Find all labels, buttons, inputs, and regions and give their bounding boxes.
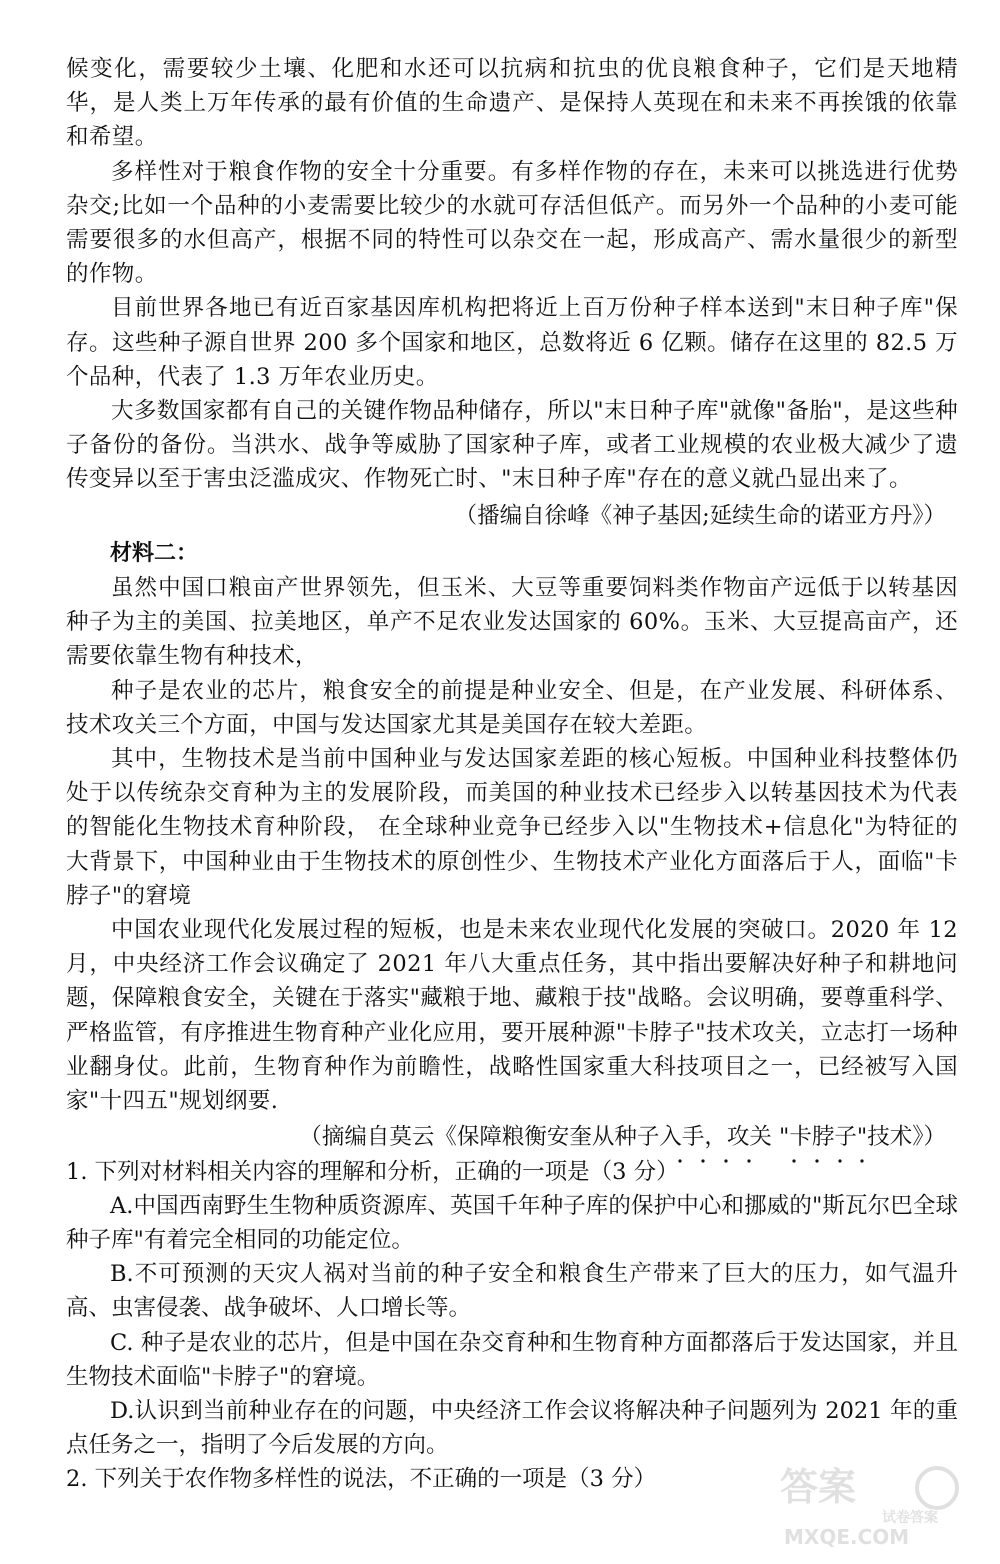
source-citation-2: （摘编自莫云《保障粮衡安奎从种子入手，攻关 "卡脖子"技术》）: [299, 1124, 946, 1151]
source-citation-1: （播编自徐峰《神子基因;延续生命的诺亚方丹》）: [454, 502, 946, 529]
question-1-option-b: B.不可预测的天灾人祸对当前的种子安全和粮食生产带来了巨大的压力，如气温升高、虫害侵袭、战争破坏、人口增长等。: [66, 1261, 958, 1322]
watermark-line-2: 试卷答案: [882, 1510, 938, 1526]
watermark-line-1: 答案: [780, 1465, 857, 1509]
paragraph-1: 候变化，需要较少土壤、化肥和水还可以抗病和抗虫的优良粮食种子，它们是天地精华，是人类上万年传承的最有价值的生命遗产、是保持人英现在和未来不再挨饿的依靠和希望。: [66, 56, 958, 151]
question-2-stem: 2. 下列关于农作物多样性的说法，不正确的一项是（3 分）: [66, 1466, 657, 1493]
question-1-stem: 1. 下列对材料相关内容的理解和分析，正确的一项是（3 分）: [66, 1158, 679, 1185]
material2-paragraph-2: 种子是农业的芯片，粮食安全的前提是种业安全、但是，在产业发展、科研体系、技术攻关三个方面，中国与发达国家尤其是美国存在较大差距。: [66, 677, 958, 738]
watermark-logo: [772, 1460, 982, 1552]
paragraph-2: 多样性对于粮食作物的安全十分重要。有多样作物的存在，未来可以挑选进行优势杂交;比如一个品种的小麦需要比较少的水就可存活但低产。而另外一个品种的小麦可能需要很多的水但高产，根据不同的特性可以杂交在一起，形成高产、需水量很少的新型的作物。: [66, 158, 958, 288]
material2-paragraph-3: 其中，生物技术是当前中国种业与发达国家差距的核心短板。中国种业科技整体仍处于以传统杂交育种为主的发展阶段，而美国的种业技术已经步入以转基因技术为代表的智能化生物技术育种阶段， 在全球种业竞争已经步入以"生物技术+信息化"为特征的大背景下，中国种业由于生物技术的原创性少、生物技术产业化方面落后于人，面临"卡脖子"的窘境: [66, 746, 958, 909]
document-page: [66, 52, 958, 1497]
question-1-option-d: D.认识到当前种业存在的问题，中央经济工作会议将解决种子问题列为 2021 年的重点任务之一，指明了今后发展的方向。: [66, 1397, 958, 1459]
paragraph-3: 目前世界各地已有近百家基因库机构把将近上百万份种子样本送到"末日种子库"保存。这些种子源自世界 200 多个国家和地区，总数将近 6 亿颗。储存在这里的 82.5 万个品种，代表了 1.3 万年农业历史。: [66, 295, 958, 390]
question-1-option-a: A.中国西南野生生物种质资源库、英国千年种子库的保护中心和挪威的"斯瓦尔巴全球种子库"有着完全相同的功能定位。: [66, 1192, 958, 1253]
paragraph-4: 大多数国家都有自己的关键作物品种储存，所以"末日种子库"就像"备胎"，是这些种子备份的备份。当洪水、战争等威胁了国家种子库，或者工业规模的农业极大减少了遗传变异以至于害虫泛滥成灾、作物死亡时、"末日种子库"存在的意义就凸显出来了。: [66, 398, 958, 493]
watermark-circle-icon: [917, 1468, 957, 1508]
watermark-line-3: MXQE.COM: [784, 1525, 910, 1549]
material2-paragraph-4: 中国农业现代化发展过程的短板，也是未来农业现代化发展的突破口。2020 年 12 月，中央经济工作会议确定了 2021 年八大重点任务，其中指出要解决好种子和耕地问题，保障粮食安全，关键在于落实"藏粮于地、藏粮于技"战略。会议明确，要尊重科学、严格监管，有序推进生物育种产业化应用，要开展种源"卡脖子"技术攻关，立志打一场种业翻身仗。此前，生物育种作为前瞻性，战略性国家重大科技项目之一，已经被写入国家"十四五"规划纲要.: [66, 917, 958, 1115]
material2-paragraph-1: 虽然中国口粮亩产世界领先，但玉米、大豆等重要饲料类作物亩产远低于以转基因种子为主的美国、拉美地区，单产不足农业发达国家的 60%。玉米、大豆提高亩产，还需要依靠生物有种技术，: [66, 575, 958, 670]
question-1-option-c: C. 种子是农业的芯片，但是中国在杂交育种和生物育种方面都落后于发达国家，并且生物技术面临"卡脖子"的窘境。: [66, 1329, 958, 1390]
emphasis-dots: [676, 1158, 866, 1164]
section-heading-material-2: 材料二：: [110, 540, 199, 566]
